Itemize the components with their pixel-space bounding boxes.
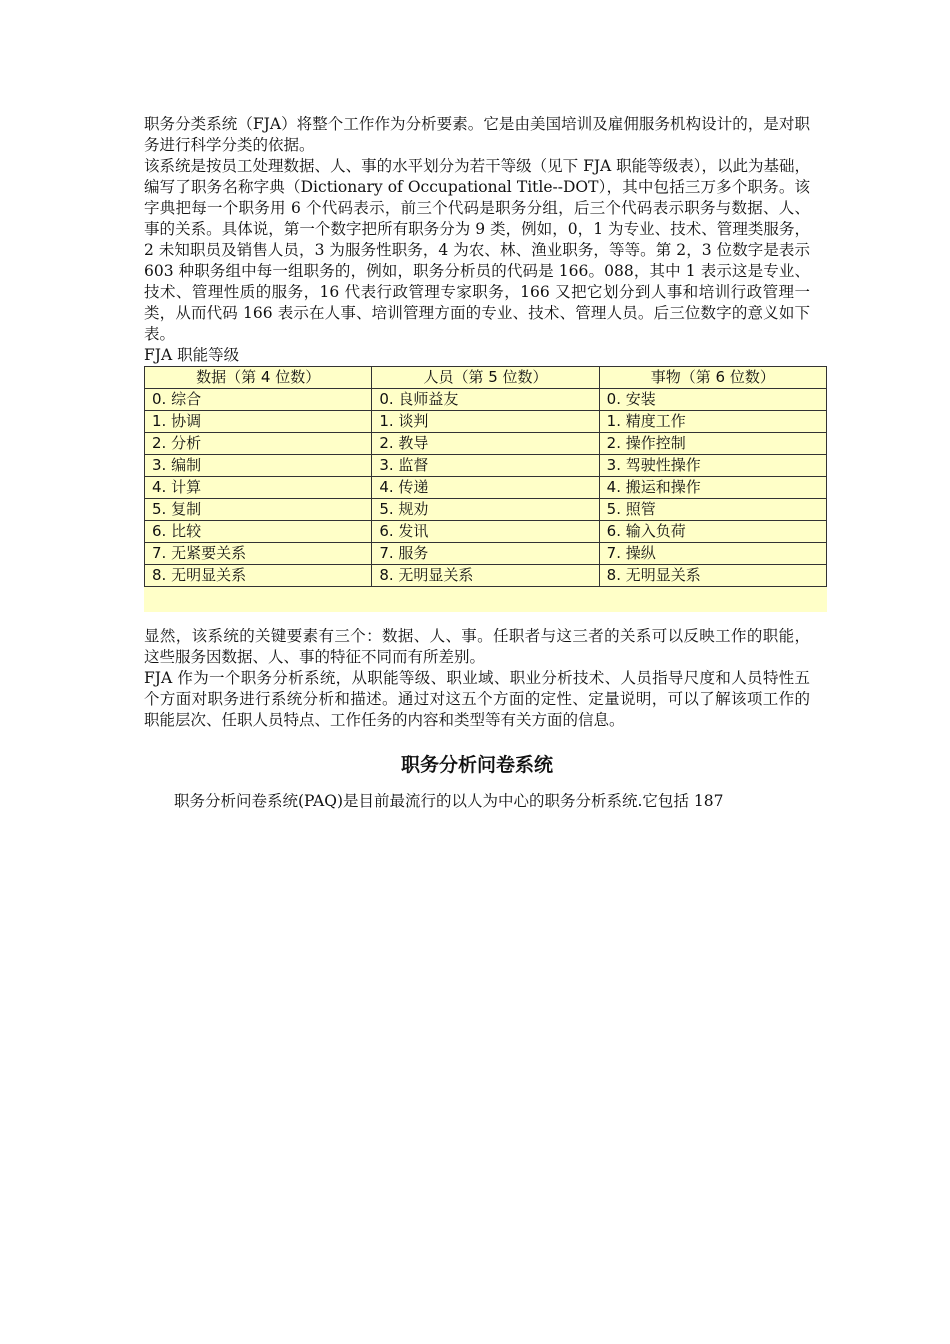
summary-paragraph-1: 显然，该系统的关键要素有三个：数据、人、事。任职者与这三者的关系可以反映工作的职能，这些服务因数据、人、事的特征不同而有所差别。 xyxy=(144,627,810,666)
document-body xyxy=(144,114,810,812)
cell-data: 3. 编制 xyxy=(145,455,372,477)
cell-things: 3. 驾驶性操作 xyxy=(599,455,826,477)
cell-data: 4. 计算 xyxy=(145,477,372,499)
cell-people: 0. 良师益友 xyxy=(372,389,599,411)
cell-data: 8. 无明显关系 xyxy=(145,565,372,587)
table-row xyxy=(145,433,827,455)
table-row xyxy=(145,411,827,433)
cell-people: 7. 服务 xyxy=(372,543,599,565)
table-caption: FJA 职能等级 xyxy=(144,346,240,364)
section-intro: 职务分析问卷系统(PAQ)是目前最流行的以人为中心的职务分析系统.它包括 187 xyxy=(174,792,724,810)
cell-people: 4. 传递 xyxy=(372,477,599,499)
header-data: 数据（第 4 位数） xyxy=(145,367,372,389)
cell-data: 2. 分析 xyxy=(145,433,372,455)
cell-people: 1. 谈判 xyxy=(372,411,599,433)
cell-data: 1. 协调 xyxy=(145,411,372,433)
cell-people: 8. 无明显关系 xyxy=(372,565,599,587)
section-heading: 职务分析问卷系统 xyxy=(400,754,553,776)
table-row xyxy=(145,543,827,565)
table-row xyxy=(145,455,827,477)
cell-things: 4. 搬运和操作 xyxy=(599,477,826,499)
cell-data: 7. 无紧要关系 xyxy=(145,543,372,565)
table-bottom-fill xyxy=(144,587,827,612)
cell-people: 5. 规劝 xyxy=(372,499,599,521)
table-row xyxy=(145,565,827,587)
cell-things: 2. 操作控制 xyxy=(599,433,826,455)
table-row xyxy=(145,499,827,521)
table-row xyxy=(145,389,827,411)
table-header-row xyxy=(145,367,827,389)
fja-table-container xyxy=(144,366,827,612)
cell-things: 5. 照管 xyxy=(599,499,826,521)
cell-things: 8. 无明显关系 xyxy=(599,565,826,587)
cell-data: 6. 比较 xyxy=(145,521,372,543)
summary-paragraph-2: FJA 作为一个职务分析系统，从职能等级、职业域、职业分析技术、人员指导尺度和人员特性五个方面对职务进行系统分析和描述。通过对这五个方面的定性、定量说明，可以了解该项工作的职能层次、任职人员特点、工作任务的内容和类型等有关方面的信息。 xyxy=(144,669,810,729)
fja-level-table xyxy=(144,366,827,587)
cell-people: 6. 发讯 xyxy=(372,521,599,543)
header-people: 人员（第 5 位数） xyxy=(372,367,599,389)
cell-things: 7. 操纵 xyxy=(599,543,826,565)
intro-paragraph-2: 该系统是按员工处理数据、人、事的水平划分为若干等级（见下 FJA 职能等级表），以此为基础，编写了职务名称字典（Dictionary of Occupational Title--DOT），其中包括三万多个职务。该字典把每一个职务用 6 个代码表示，前三个代码是职务分组，后三个代码表示职务与数据、人、事的关系。具体说，第一个数字把所有职务分为 9 类，例如，0，1 为专业、技术、管理类服务，2 未知职员及销售人员，3 为服务性职务，4 为农、林、渔业职务，等等。第 2，3 位数字是表示 603 种职务组中每一组职务的，例如，职务分析员的代码是 166。088，其中 1 表示这是专业、技术、管理性质的服务，16 代表行政管理专家职务，166 又把它划分到人事和培训行政管理一类，从而代码 166 表示在人事、培训管理方面的专业、技术、管理人员。后三位数字的意义如下表。 xyxy=(144,157,810,343)
cell-data: 5. 复制 xyxy=(145,499,372,521)
cell-people: 3. 监督 xyxy=(372,455,599,477)
table-row xyxy=(145,521,827,543)
cell-people: 2. 教导 xyxy=(372,433,599,455)
cell-things: 1. 精度工作 xyxy=(599,411,826,433)
cell-data: 0. 综合 xyxy=(145,389,372,411)
intro-paragraph-1: 职务分类系统（FJA）将整个工作作为分析要素。它是由美国培训及雇佣服务机构设计的，是对职务进行科学分类的依据。 xyxy=(144,115,810,154)
cell-things: 0. 安装 xyxy=(599,389,826,411)
header-things: 事物（第 6 位数） xyxy=(599,367,826,389)
table-row xyxy=(145,477,827,499)
cell-things: 6. 输入负荷 xyxy=(599,521,826,543)
